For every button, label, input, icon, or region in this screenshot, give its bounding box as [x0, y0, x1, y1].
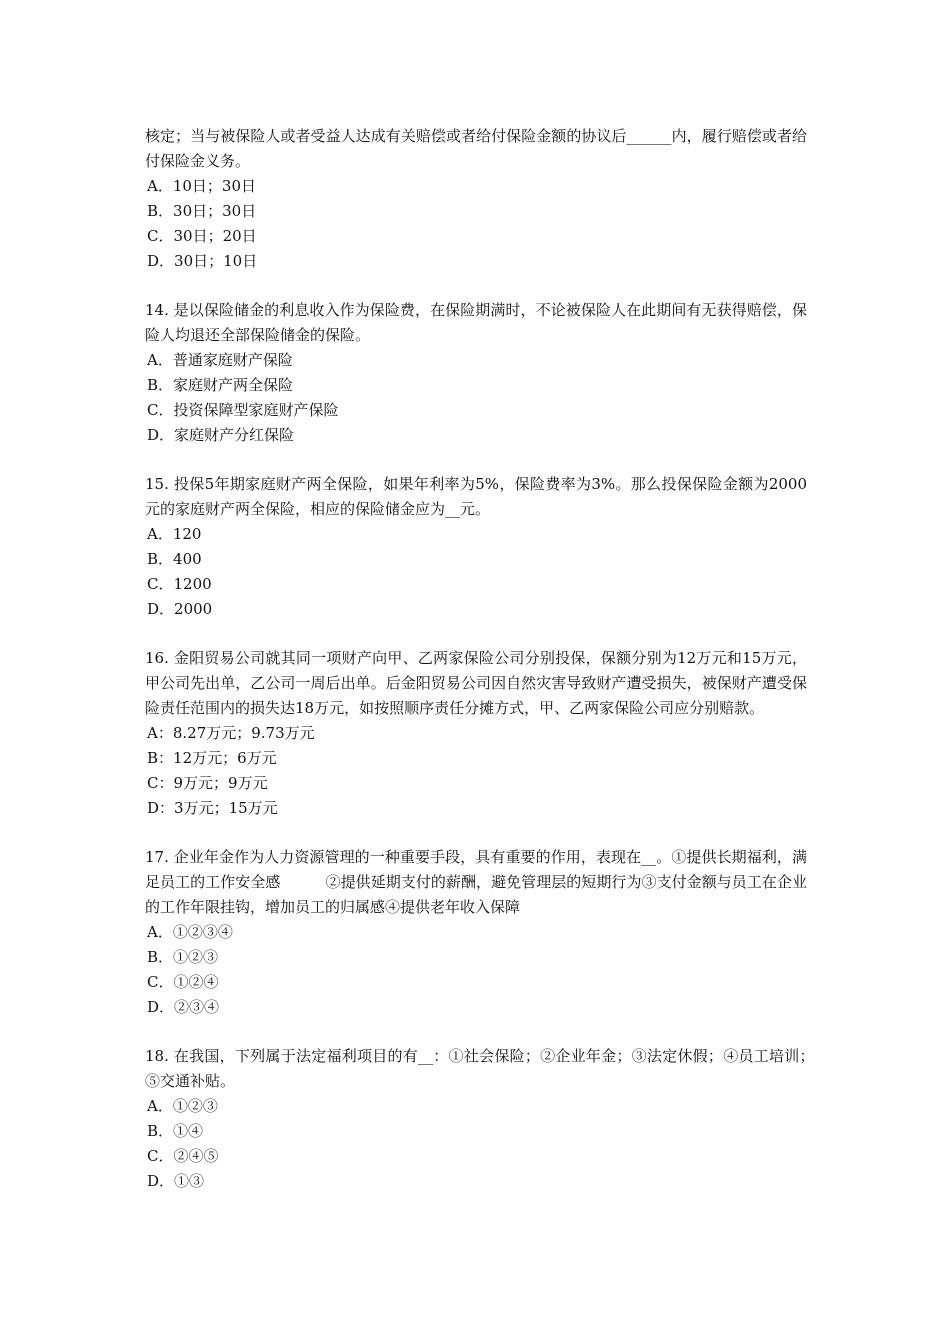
option-a: A．普通家庭财产保险 — [147, 351, 293, 369]
option-d: D．①③ — [147, 1172, 205, 1190]
question-14 — [145, 298, 807, 448]
option-c: C．①②④ — [147, 973, 219, 991]
option-d: D．2000 — [147, 600, 213, 618]
option-b: B．①④ — [147, 1122, 204, 1140]
question-15 — [145, 472, 807, 622]
option-a: A．120 — [147, 525, 202, 543]
option-d: D．30日；10日 — [147, 252, 258, 270]
question-16 — [145, 646, 807, 821]
question-stem: 17. 企业年金作为人力资源管理的一种重要手段，具有重要的作用，表现在__。①提供长期福利，满足员工的工作安全感 ②提供延期支付的薪酬，避免管理层的短期行为③支付金额与员工在企业的工作年限挂钩，增加员工的归属感④提供老年收入保障 — [145, 848, 807, 916]
option-a: A：8.27万元；9.73万元 — [147, 724, 315, 742]
option-b: B：12万元；6万元 — [147, 749, 277, 767]
option-c: C．1200 — [147, 575, 212, 593]
question-stem: 16. 金阳贸易公司就其同一项财产向甲、乙两家保险公司分别投保，保额分别为12万元和15万元，甲公司先出单，乙公司一周后出单。后金阳贸易公司因自然灾害导致财产遭受损失，被保财产遭受保险责任范围内的损失达18万元，如按照顺序责任分摊方式，甲、乙两家保险公司应分别赔款。 — [145, 649, 807, 717]
option-d: D：3万元；15万元 — [147, 799, 278, 817]
question-stem: 14. 是以保险储金的利息收入作为保险费，在保险期满时，不论被保险人在此期间有无获得赔偿，保险人均退还全部保险储金的保险。 — [145, 301, 807, 344]
option-c: C．投资保障型家庭财产保险 — [147, 401, 339, 419]
option-a: A．①②③ — [147, 1097, 218, 1115]
question-stem: 18. 在我国，下列属于法定福利项目的有__：①社会保险；②企业年金；③法定休假；④员工培训； ⑤交通补贴。 — [145, 1047, 823, 1090]
option-a: A．10日；30日 — [147, 177, 257, 195]
question-13 — [145, 124, 807, 274]
option-b: B．30日；30日 — [147, 202, 257, 220]
question-stem: 核定；当与被保险人或者受益人达成有关赔偿或者给付保险金额的协议后______内，履行赔偿或者给付保险金义务。 — [145, 127, 807, 170]
option-b: B．①②③ — [147, 948, 219, 966]
question-stem: 15. 投保5年期家庭财产两全保险，如果年利率为5%，保险费率为3%。那么投保保险金额为2000元的家庭财产两全保险，相应的保险储金应为__元。 — [145, 475, 807, 518]
option-c: C．②④⑤ — [147, 1147, 219, 1165]
question-list — [145, 124, 823, 1218]
question-17 — [145, 845, 807, 1020]
option-b: B．400 — [147, 550, 202, 568]
option-d: D．②③④ — [147, 998, 220, 1016]
option-c: C．30日；20日 — [147, 227, 257, 245]
option-c: C：9万元；9万元 — [147, 774, 268, 792]
option-d: D．家庭财产分红保险 — [147, 426, 295, 444]
question-18 — [145, 1044, 823, 1194]
option-b: B．家庭财产两全保险 — [147, 376, 294, 394]
option-a: A．①②③④ — [147, 923, 233, 941]
